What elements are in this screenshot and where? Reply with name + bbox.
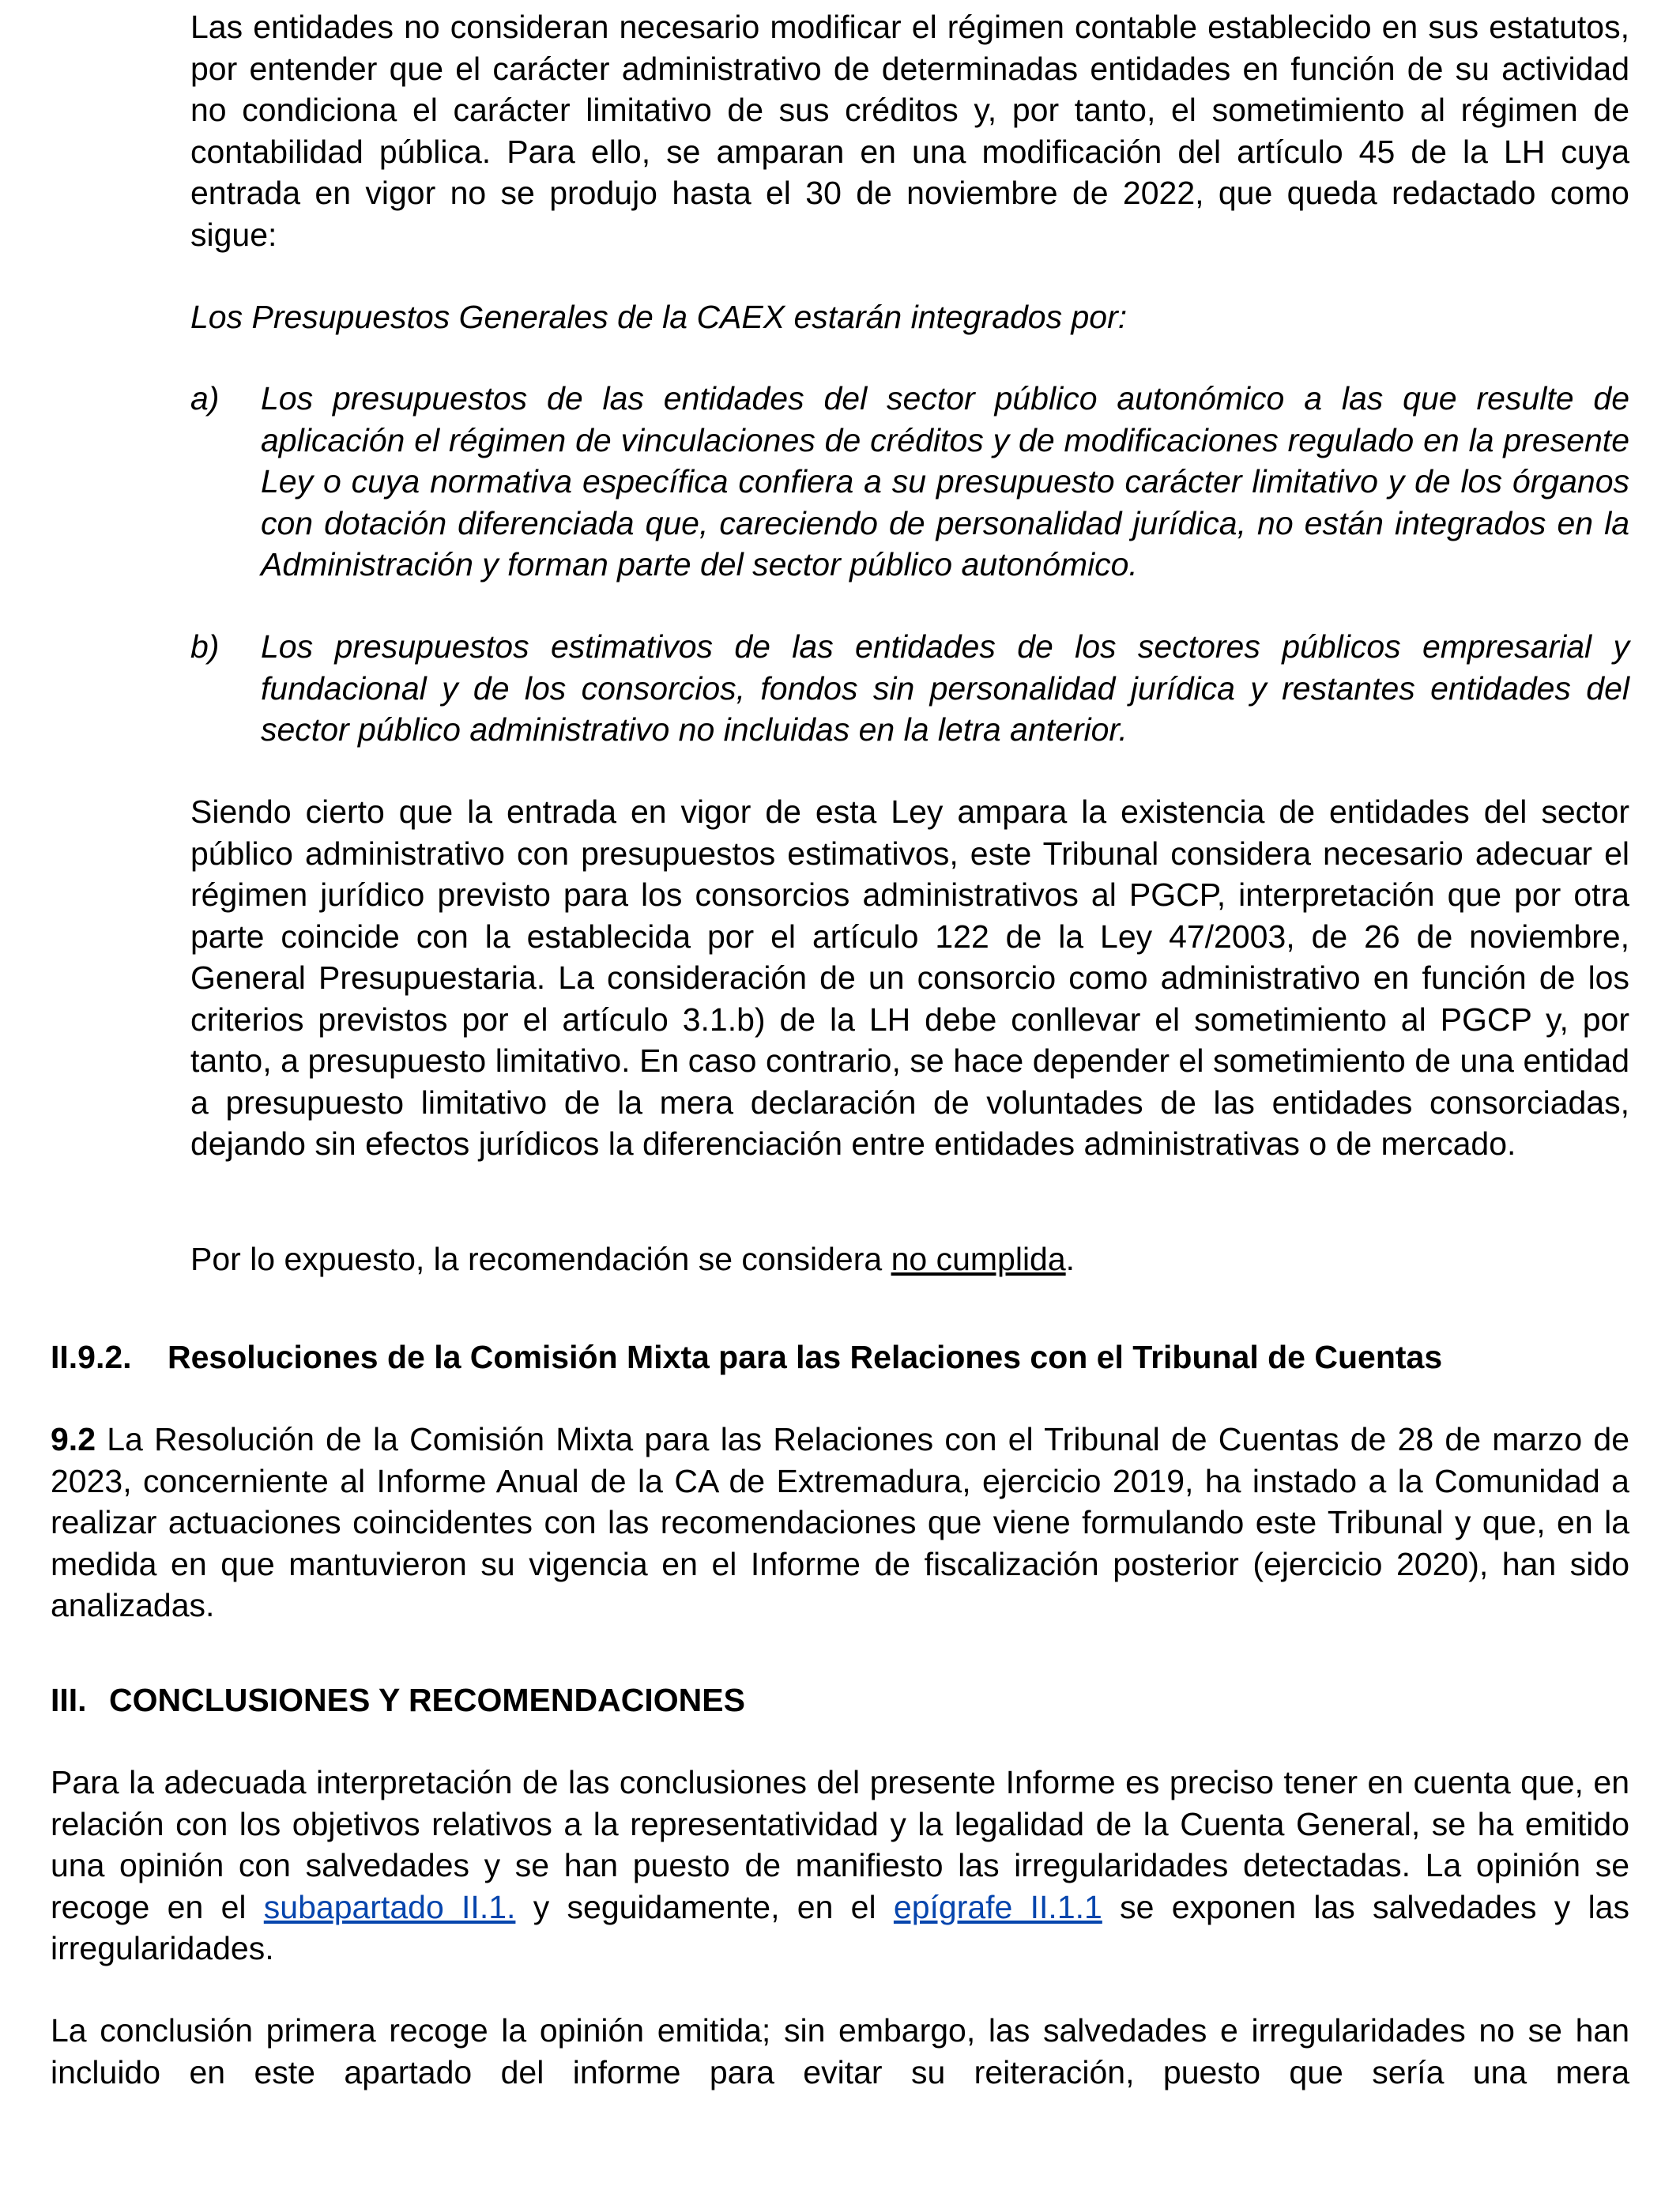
epigrafe-ii-1-1-link[interactable]: epígrafe II.1.1 xyxy=(893,1888,1102,1925)
interpretacion-part2: y seguidamente, en el xyxy=(515,1888,894,1925)
paragraph-conclusion-primera: La conclusión primera recoge la opinión emitida; sin embargo, las salvedades e irregularidades no se han incluido en este apartado del informe para evitar su reiteración, puesto que sería una mera xyxy=(51,2012,1629,2090)
paragraph-9-2-text: La Resolución de la Comisión Mixta para las Relaciones con el Tribunal de Cuentas de 28 de marzo de 2023, concerniente al Informe Anual de la CA de Extremadura, ejercicio 2019, ha instado a la Comunidad a realizar actuaciones coincidentes con las recomendaciones que viene formulando este Tribunal y que, en la medida en que mantuvieron su vigencia en el Informe de fiscalización posterior (ejercicio 2020), han sido analizadas. xyxy=(51,1421,1629,1623)
paragraph-9-2 xyxy=(51,1419,1629,1627)
subapartado-ii-1-link[interactable]: subapartado II.1. xyxy=(263,1888,516,1925)
list-text-b: Los presupuestos estimativos de las entidades de los sectores públicos empresarial y fundacional y de los consorcios, fondos sin personalidad jurídica y restantes entidades del sector público administrativo no incluidas en la letra anterior. xyxy=(261,628,1629,748)
conclusion-suffix: . xyxy=(1065,1241,1075,1277)
no-cumplida-emphasis: no cumplida xyxy=(891,1241,1066,1277)
conclusion-prefix: Por lo expuesto, la recomendación se considera xyxy=(190,1241,891,1277)
list-marker-a: a) xyxy=(190,380,220,417)
continuation-paragraph: Las entidades no consideran necesario modificar el régimen contable establecido en sus estatutos, por entender que el carácter administrativo de determinadas entidades en función de su actividad no condiciona el carácter limitativo de sus créditos y, por tanto, el sometimiento al régimen de contabilidad pública. Para ello, se amparan en una modificación del artículo 45 de la LH cuya entrada en vigor no se produjo hasta el 30 de noviembre de 2022, que queda redactado como sigue: xyxy=(190,9,1629,253)
list-marker-b: b) xyxy=(190,628,220,665)
section-number-iii: III. xyxy=(51,1682,87,1718)
section-title-ii-9-2: Resoluciones de la Comisión Mixta para las Relaciones con el Tribunal de Cuentas xyxy=(168,1339,1443,1375)
quote-item-b xyxy=(190,626,1629,751)
section-title-iii: CONCLUSIONES Y RECOMENDACIONES xyxy=(109,1682,745,1718)
quote-intro: Los Presupuestos Generales de la CAEX estarán integrados por: xyxy=(190,299,1128,335)
quote-item-a xyxy=(190,378,1629,586)
section-heading-ii-9-2 xyxy=(51,1336,1629,1378)
section-number-ii-9-2: II.9.2. xyxy=(51,1339,132,1375)
paragraph-interpretacion xyxy=(51,1762,1629,1970)
interpretacion-part1: Para la adecuada interpretación de las conclusiones del presente Informe es preciso tener en cuenta que, en relación con los objetivos relativos a la representatividad y la legalidad de la Cuenta General, se ha emitido una opinión con salvedades y se han puesto de manifiesto las irregularidades detectadas. La opinión se recoge en el xyxy=(51,1764,1629,1925)
section-heading-iii xyxy=(51,1679,1629,1721)
list-text-a: Los presupuestos de las entidades del sector público autonómico a las que resulte de aplicación el régimen de vinculaciones de créditos y de modificaciones regulado en la presente Ley o cuya normativa específica confiera a su presupuesto carácter limitativo y de los órganos con dotación diferenciada que, careciendo de personalidad jurídica, no están integrados en la Administración y forman parte del sector público autonómico. xyxy=(261,380,1629,582)
conclusion-line xyxy=(190,1238,1629,1280)
paragraph-9-2-label: 9.2 xyxy=(51,1421,96,1457)
paragraph-siendo: Siendo cierto que la entrada en vigor de esta Ley ampara la existencia de entidades del sector público administrativo con presupuestos estimativos, este Tribunal considera necesario adecuar el régimen jurídico previsto para los consorcios administrativos al PGCP, interpretación que por otra parte coincide con la establecida por el artículo 122 de la Ley 47/2003, de 26 de noviembre, General Presupuestaria. La consideración de un consorcio como administrativo en función de los criterios previstos por el artículo 3.1.b) de la LH debe conllevar el sometimiento al PGCP y, por tanto, a presupuesto limitativo. En caso contrario, se hace depender el sometimiento de una entidad a presupuesto limitativo de la mera declaración de voluntades de las entidades consorciadas, dejando sin efectos jurídicos la diferenciación entre entidades administrativas o de mercado. xyxy=(190,794,1629,1162)
interpretacion-part3: se exponen las salvedades y las irregularidades. xyxy=(51,1888,1629,1966)
